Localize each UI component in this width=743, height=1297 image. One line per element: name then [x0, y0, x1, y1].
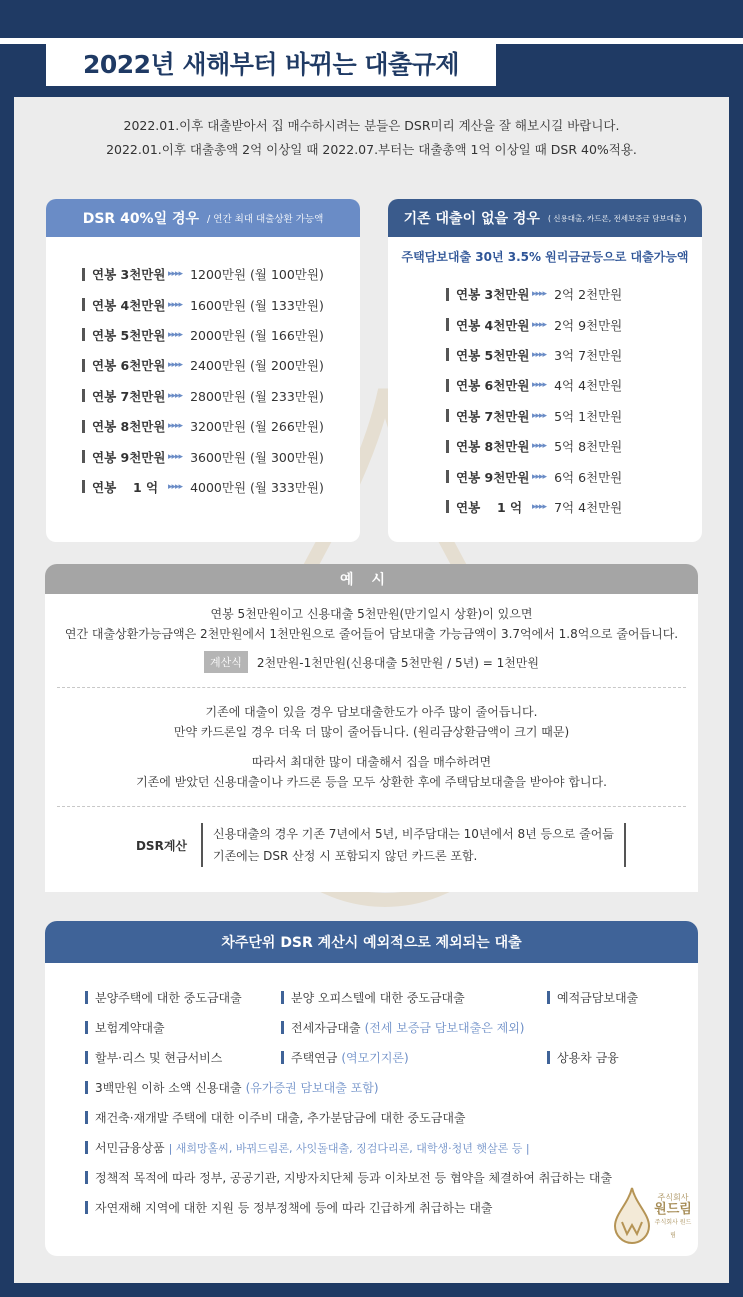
dsr40-card — [46, 199, 360, 542]
example-title: 예시 — [339, 572, 404, 588]
example-paragraph-3: 따라서 최대한 많이 대출해서 집을 매수하려면 기존에 받았던 신용대출이나 카드론 등을 모두 상환한 후에 주택담보대출을 받아야 합니다. — [136, 755, 607, 789]
list-item: 연봉 7천만원 ▸▸▸▸ 2800만원 (월 233만원) — [82, 381, 360, 411]
intro-line-2: 2022.01.이후 대출총액 2억 이상일 때 2022.07.부터는 대출총액 1억 이상일 때 DSR 40%적용. — [106, 142, 637, 157]
list-item: 연봉 6천만원 ▸▸▸▸ 4억 4천만원 — [446, 370, 702, 400]
list-item: 연봉 6천만원 ▸▸▸▸ 2400만원 (월 200만원) — [82, 350, 360, 380]
page-title: 2022년 새해부터 바뀌는 대출규제 — [83, 50, 459, 79]
example-paragraph-1: 연봉 5천만원이고 신용대출 5천만원(만기일시 상환)이 있으면 연간 대출상환가능금액은 2천만원에서 1천만원으로 줄어들어 담보대출 가능금액이 3.7억에서 1.8억으로 줄어듭니다. — [64, 607, 679, 641]
list-item: 연봉 1 억 ▸▸▸▸ 7억 4천만원 — [446, 492, 702, 522]
dsr40-card-header — [46, 199, 360, 237]
list-item: 주택연금 (역모기지론) — [281, 1049, 409, 1066]
calc-formula: 2천만원-1천만원(신용대출 5천만원 / 5년) = 1천만원 — [256, 655, 539, 670]
company-logo — [612, 1186, 692, 1248]
dsr-calc-text: 신용대출의 경우 기존 7년에서 5년, 비주담대는 10년에서 8년 등으로 줄어듦 기존에는 DSR 산정 시 포함되지 않던 카드론 포함. — [201, 823, 626, 867]
title-box — [46, 40, 496, 86]
exclusions-body — [45, 963, 698, 1256]
calc-badge: 계산식 — [204, 651, 248, 673]
list-item: 연봉 8천만원 ▸▸▸▸ 5억 8천만원 — [446, 431, 702, 461]
dsr40-card-subtitle: / 연간 최대 대출상환 가능액 — [207, 214, 324, 225]
dsr-calc-label: DSR계산 — [135, 838, 187, 853]
no-loan-card-title: 기존 대출이 없을 경우 — [403, 211, 540, 227]
logo-text: 주식회사 원드림 주식회사 원드림 — [654, 1193, 692, 1239]
calc-row — [45, 651, 698, 673]
list-item: 연봉 8천만원 ▸▸▸▸ 3200만원 (월 266만원) — [82, 411, 360, 441]
list-item: 연봉 7천만원 ▸▸▸▸ 5억 1천만원 — [446, 401, 702, 431]
list-item: 연봉 3천만원 ▸▸▸▸ 1200만원 (월 100만원) — [82, 259, 360, 289]
list-item: 연봉 1 억 ▸▸▸▸ 4000만원 (월 333만원) — [82, 472, 360, 502]
dsr40-card-title: DSR 40%일 경우 — [82, 211, 200, 227]
no-loan-card-subtitle: ( 신용대출, 카드론, 전세보증금 담보대출 ) — [547, 213, 687, 223]
list-item: 연봉 5천만원 ▸▸▸▸ 2000만원 (월 166만원) — [82, 320, 360, 350]
no-loan-card — [388, 199, 702, 542]
divider — [57, 806, 686, 807]
logo-drop-icon — [612, 1186, 652, 1244]
list-item: 정책적 목적에 따라 정부, 공공기관, 지방자치단체 등과 이차보전 등 협약을 체결하여 취급하는 대출 — [85, 1169, 612, 1186]
intro-line-1: 2022.01.이후 대출받아서 집 매수하시려는 분들은 DSR미리 계산을 잘 해보시길 바랍니다. — [123, 118, 620, 133]
example-body — [45, 594, 698, 892]
dsr-calc-row — [45, 823, 698, 867]
no-loan-list — [388, 265, 702, 522]
exclusions-header — [45, 921, 698, 963]
intro-text — [14, 114, 729, 162]
no-loan-card-note: 주택담보대출 30년 3.5% 원리금균등으로 대출가능액 — [401, 250, 689, 264]
list-item: 연봉 4천만원 ▸▸▸▸ 1600만원 (월 133만원) — [82, 289, 360, 319]
list-item: 연봉 5천만원 ▸▸▸▸ 3억 7천만원 — [446, 340, 702, 370]
list-item: 3백만원 이하 소액 신용대출 (유가증권 담보대출 포함) — [85, 1079, 379, 1096]
list-item: 연봉 3천만원 ▸▸▸▸ 2억 2천만원 — [446, 279, 702, 309]
list-item: 자연재해 지역에 대한 지원 등 정부정책에 등에 따라 긴급하게 취급하는 대출 — [85, 1199, 493, 1216]
list-item: 재건축·재개발 주택에 대한 이주비 대출, 추가분담금에 대한 중도금대출 — [85, 1109, 466, 1126]
list-item: 분양주택에 대한 중도금대출 — [85, 989, 242, 1006]
dsr40-list — [46, 237, 360, 502]
list-item: 연봉 9천만원 ▸▸▸▸ 6억 6천만원 — [446, 461, 702, 491]
list-item: 할부·리스 및 현금서비스 — [85, 1049, 222, 1066]
list-item: 전세자금대출 (전세 보증금 담보대출은 제외) — [281, 1019, 524, 1036]
divider — [57, 687, 686, 688]
list-item: 연봉 4천만원 ▸▸▸▸ 2억 9천만원 — [446, 309, 702, 339]
example-paragraph-2: 기존에 대출이 있을 경우 담보대출한도가 아주 많이 줄어듭니다. 만약 카드론일 경우 더욱 더 많이 줄어듭니다. (원리금상환금액이 크기 때문) — [173, 705, 570, 739]
list-item: 예적금담보대출 — [547, 989, 638, 1006]
list-item: 연봉 9천만원 ▸▸▸▸ 3600만원 (월 300만원) — [82, 441, 360, 471]
list-item: 분양 오피스텔에 대한 중도금대출 — [281, 989, 465, 1006]
list-item: 상용차 금융 — [547, 1049, 619, 1066]
exclusions-title: 차주단위 DSR 계산시 예외적으로 제외되는 대출 — [221, 935, 522, 951]
example-header — [45, 564, 698, 594]
no-loan-card-header — [388, 199, 702, 237]
list-item: 보험계약대출 — [85, 1019, 165, 1036]
list-item: 서민금융상품 | 새희망홀씨, 바꿔드림론, 사잇돌대출, 징검다리론, 대학생·청년 햇살론 등 | — [85, 1139, 530, 1156]
